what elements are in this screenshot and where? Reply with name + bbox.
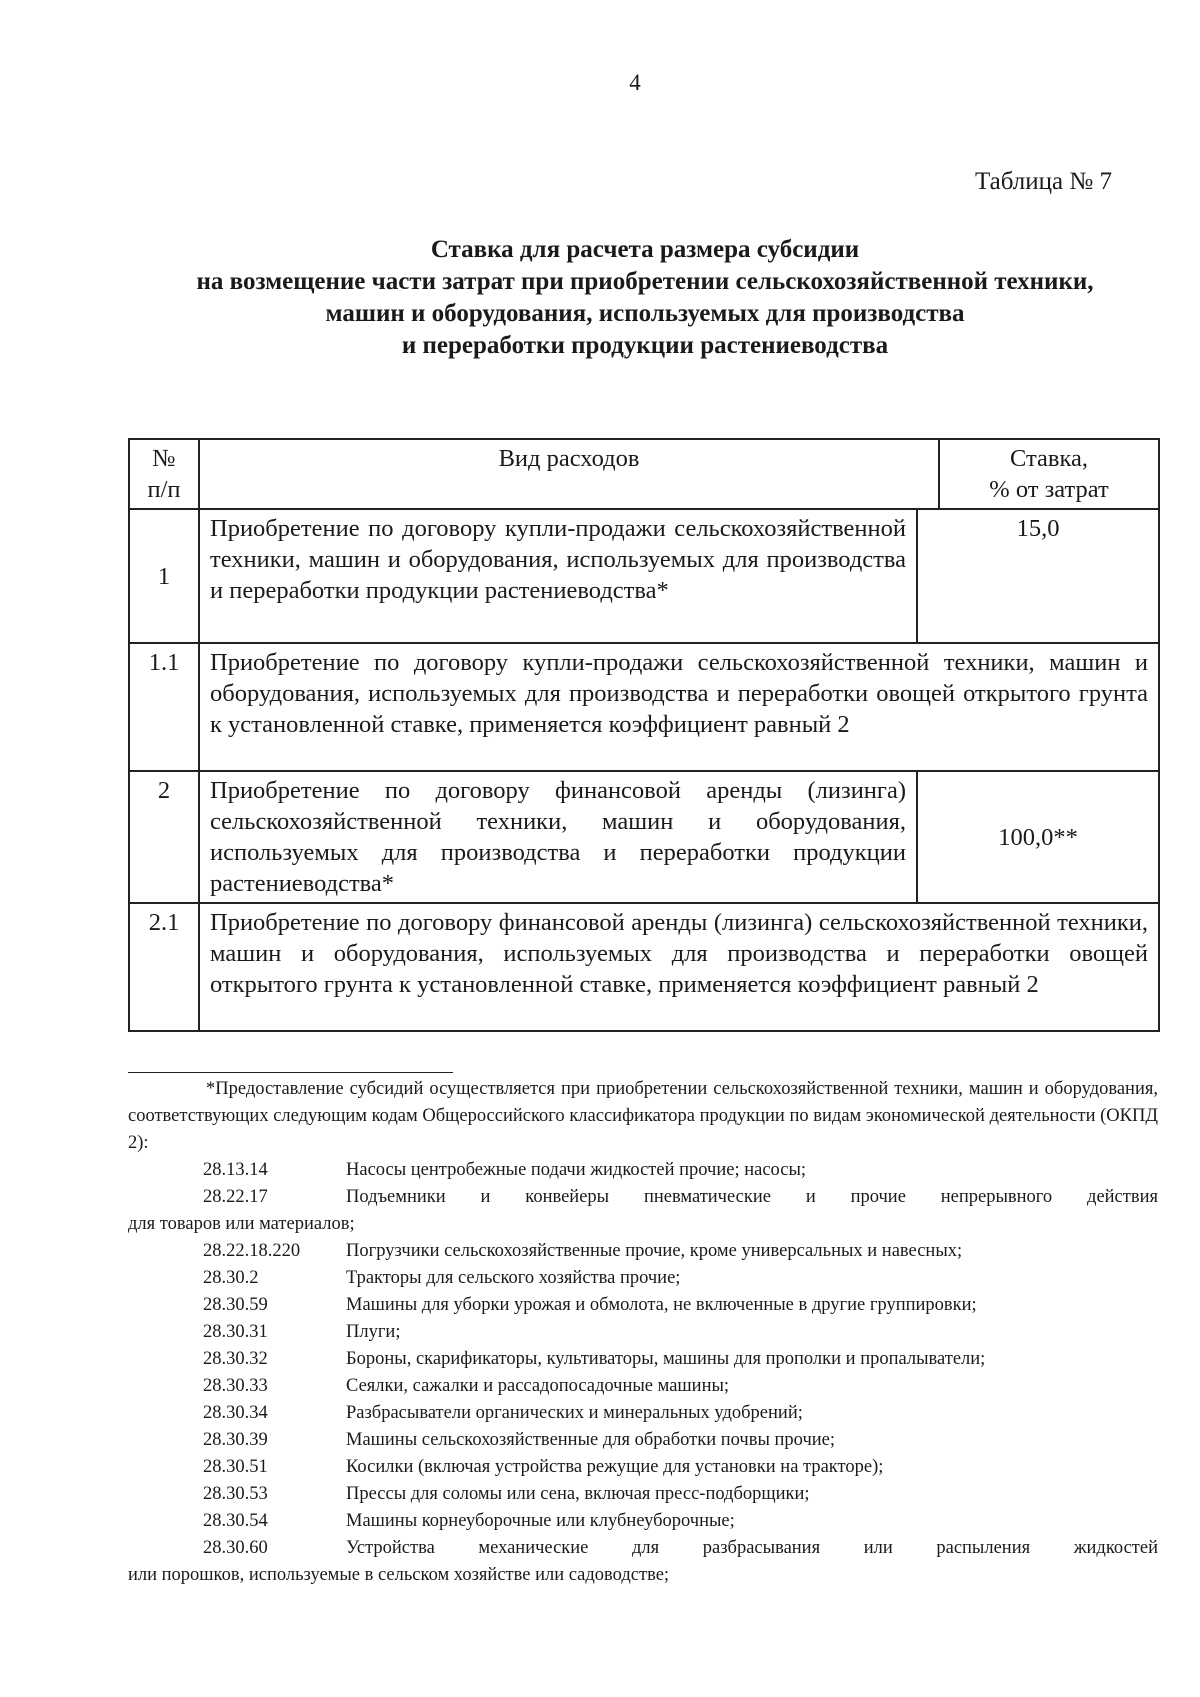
title-line: Ставка для расчета размера субсидии bbox=[430, 236, 860, 263]
table-row bbox=[129, 903, 1159, 1031]
row-text: Приобретение по договору купли-продажи сельскохозяйственной техники, машин и оборудования, используемых для производства и переработки овощей открытого грунта к установленной ставке, применяется коэффициент равный 2 bbox=[199, 643, 1159, 771]
table-row bbox=[129, 643, 1159, 771]
table-row bbox=[129, 509, 1159, 643]
row-num: 1 bbox=[129, 509, 199, 643]
code-item: 28.30.31 Плуги; bbox=[203, 1322, 401, 1342]
footnote-divider bbox=[128, 1072, 453, 1073]
code-item: 28.30.59 Машины для уборки урожая и обмолота, не включенные в другие группировки; bbox=[203, 1295, 977, 1315]
subsidy-rate-table bbox=[128, 438, 1160, 1032]
footnote-intro: *Предоставление субсидий осуществляется при приобретении сельскохозяйственной техники, машин и оборудования, соответствующих следующим кодам Общероссийского классификатора продукции по видам экономической деятельности (ОКПД 2): bbox=[128, 1079, 1158, 1153]
code-item: 28.22.17 Подъемники и конвейеры пневматические и прочие непрерывного действия bbox=[203, 1187, 1158, 1207]
document-title bbox=[100, 234, 1190, 362]
header-type: Вид расходов bbox=[199, 439, 939, 509]
code-item: 28.30.2 Тракторы для сельского хозяйства прочие; bbox=[203, 1268, 681, 1288]
code-item: 28.30.54 Машины корнеуборочные или клубнеуборочные; bbox=[203, 1511, 735, 1531]
row-text: Приобретение по договору финансовой аренды (лизинга) сельскохозяйственной техники, машин и оборудования, используемых для производства и переработки овощей открытого грунта к установленной ставке, применяется коэффициент равный 2 bbox=[199, 903, 1159, 1031]
code-item-continuation: для товаров или материалов; bbox=[128, 1214, 355, 1234]
code-item: 28.30.60 Устройства механические для разбрасывания или распыления жидкостей bbox=[203, 1538, 1158, 1558]
row-num: 1.1 bbox=[129, 643, 199, 771]
title-line: машин и оборудования, используемых для производства bbox=[325, 300, 965, 327]
row-num: 2 bbox=[129, 771, 199, 903]
row-num: 2.1 bbox=[129, 903, 199, 1031]
table-label: Таблица № 7 bbox=[974, 168, 1112, 195]
code-item: 28.30.39 Машины сельскохозяйственные для обработки почвы прочие; bbox=[203, 1430, 836, 1450]
code-item: 28.30.51 Косилки (включая устройства режущие для установки на тракторе); bbox=[203, 1457, 884, 1477]
code-item: 28.30.34 Разбрасыватели органических и минеральных удобрений; bbox=[203, 1403, 803, 1423]
table-row bbox=[129, 771, 1159, 903]
code-item: 28.30.53 Прессы для соломы или сена, включая пресс-подборщики; bbox=[203, 1484, 810, 1504]
code-item: 28.13.14 Насосы центробежные подачи жидкостей прочие; насосы; bbox=[203, 1160, 807, 1180]
code-item-continuation: или порошков, используемые в сельском хозяйстве или садоводстве; bbox=[128, 1565, 670, 1585]
footnotes bbox=[128, 1076, 1158, 1589]
page-number: 4 bbox=[629, 70, 641, 95]
code-item: 28.30.33 Сеялки, сажалки и рассадопосадочные машины; bbox=[203, 1376, 730, 1396]
header-num: № п/п bbox=[129, 439, 199, 509]
table-header-row bbox=[129, 439, 1159, 509]
row-text: Приобретение по договору купли-продажи сельскохозяйственной техники, машин и оборудования, используемых для производства и переработки продукции растениеводства* bbox=[199, 509, 917, 643]
row-rate: 100,0** bbox=[917, 771, 1159, 903]
header-rate: Ставка, % от затрат bbox=[939, 439, 1159, 509]
title-line: и переработки продукции растениеводства bbox=[401, 332, 889, 359]
code-item: 28.22.18.220 Погрузчики сельскохозяйственные прочие, кроме универсальных и навесных; bbox=[203, 1241, 963, 1261]
code-item: 28.30.32 Бороны, скарификаторы, культиваторы, машины для прополки и пропалыватели; bbox=[203, 1349, 986, 1369]
title-line: на возмещение части затрат при приобретении сельскохозяйственной техники, bbox=[196, 268, 1094, 295]
row-rate: 15,0 bbox=[917, 509, 1159, 643]
row-text: Приобретение по договору финансовой аренды (лизинга) сельскохозяйственной техники, машин и оборудования, используемых для производства и переработки продукции растениеводства* bbox=[199, 771, 917, 903]
